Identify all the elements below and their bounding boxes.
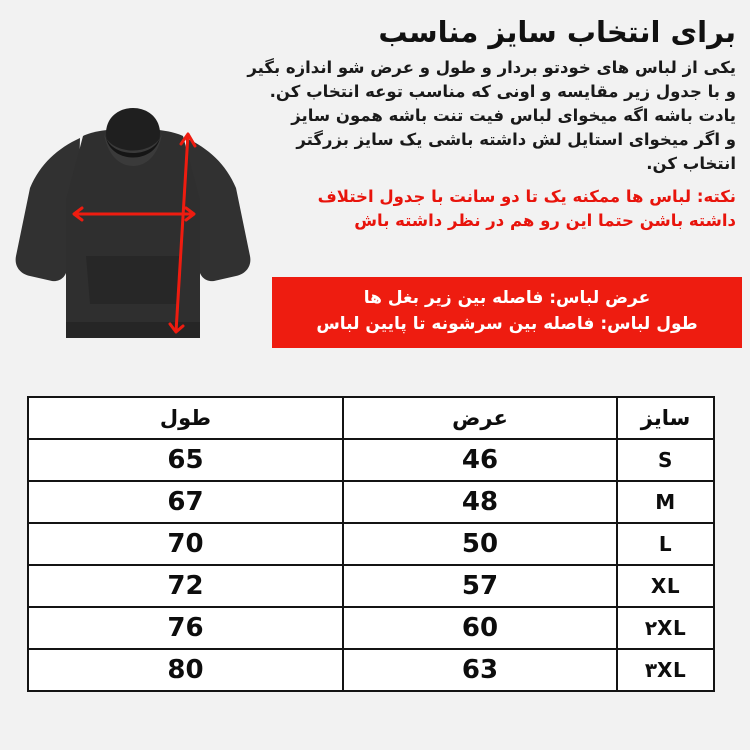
cell-length: 72 — [28, 565, 343, 607]
cell-size: ۳XL — [617, 649, 714, 691]
cell-size: S — [617, 439, 714, 481]
header-length: طول — [28, 397, 343, 439]
cell-size: M — [617, 481, 714, 523]
measurement-definition-box — [272, 277, 742, 348]
cell-width: 48 — [343, 481, 617, 523]
note-text — [241, 185, 736, 233]
hoodie-illustration — [8, 60, 258, 360]
cell-width: 63 — [343, 649, 617, 691]
page-title: برای انتخاب سایز مناسب — [378, 15, 736, 49]
definition-width: عرض لباس: فاصله بین زیر بغل ها — [363, 288, 651, 308]
cell-size: ۲XL — [617, 607, 714, 649]
intro-line: و اگر میخوای استایل لش داشته باشی یک سایز بزرگتر — [296, 130, 736, 150]
cell-size: L — [617, 523, 714, 565]
note-line: نکته: لباس ها ممکنه یک تا دو سانت با جدول اختلاف — [317, 186, 736, 206]
intro-line: انتخاب کن. — [646, 153, 736, 173]
cell-length: 80 — [28, 649, 343, 691]
size-table-wrapper — [35, 396, 715, 692]
table-row — [28, 607, 714, 649]
cell-length: 70 — [28, 523, 343, 565]
table-row — [28, 565, 714, 607]
cell-length: 67 — [28, 481, 343, 523]
table-header-row — [28, 397, 714, 439]
intro-line: یادت باشه اگه میخوای لباس فیت تنت باشه همون سایز — [291, 106, 736, 126]
intro-text-block — [241, 14, 736, 233]
hoodie-svg — [8, 60, 258, 360]
intro-paragraph — [241, 56, 736, 176]
table-row — [28, 649, 714, 691]
table-row — [28, 439, 714, 481]
cell-length: 65 — [28, 439, 343, 481]
definition-length: طول لباس: فاصله بین سرشونه تا پایین لباس — [316, 313, 698, 334]
table-row — [28, 523, 714, 565]
header-size: سایز — [617, 397, 714, 439]
cell-width: 60 — [343, 607, 617, 649]
hoodie-pocket — [86, 256, 180, 304]
intro-line: و با جدول زیر مقایسه و اونی که مناسب توعه انتخاب کن. — [269, 82, 736, 102]
size-table — [27, 396, 715, 692]
note-line: داشته باشن حتما این رو هم در نظر داشته باش — [354, 210, 736, 230]
cell-length: 76 — [28, 607, 343, 649]
cell-width: 57 — [343, 565, 617, 607]
table-row — [28, 481, 714, 523]
intro-line: یکی از لباس های خودتو بردار و طول و عرض شو اندازه بگیر — [247, 58, 736, 78]
header-width: عرض — [343, 397, 617, 439]
cell-width: 46 — [343, 439, 617, 481]
cell-width: 50 — [343, 523, 617, 565]
cell-size: XL — [617, 565, 714, 607]
